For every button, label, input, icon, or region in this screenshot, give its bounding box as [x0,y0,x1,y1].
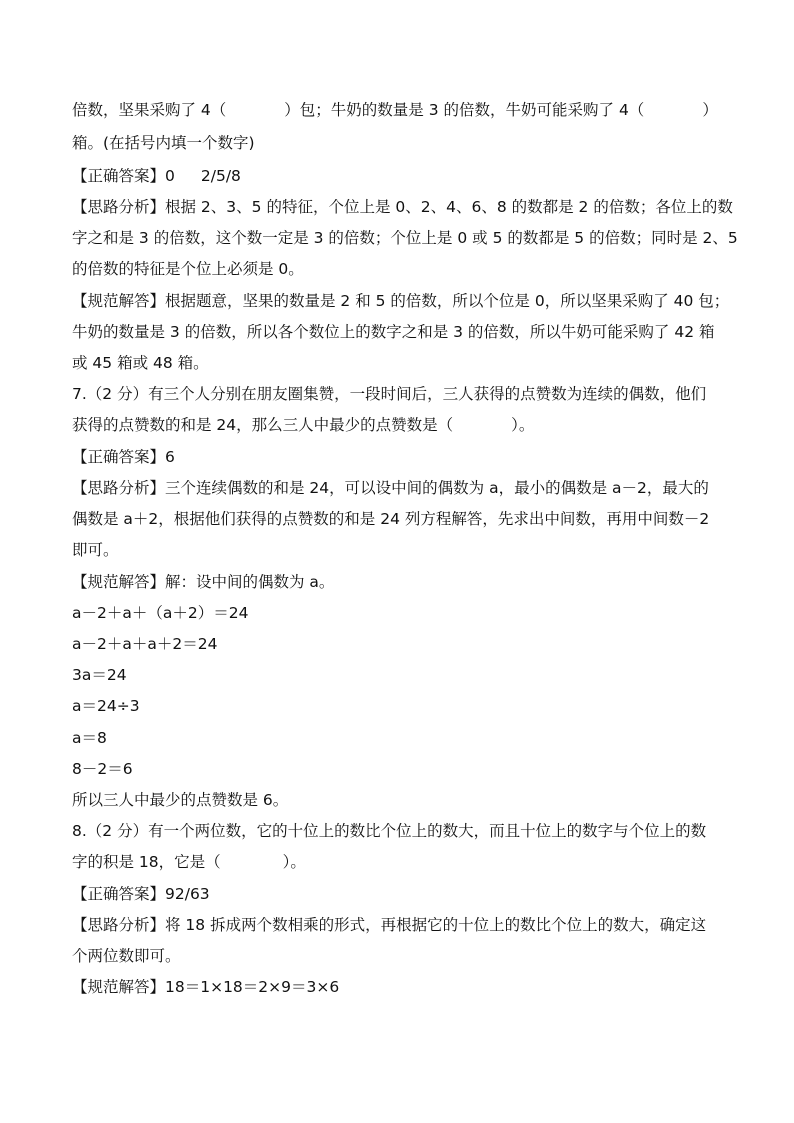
answer-value: 0 [165,167,175,185]
text-segment: ）。 [511,416,535,434]
equation-line: 8－2＝6 [72,760,133,778]
text-line: 箱。(在括号内填一个数字) [72,134,255,152]
question-line [72,415,732,435]
text-line: 【思路分析】根据 2、3、5 的特征，个位上是 0、2、4、6、8 的数都是 2 的倍数；各位上的数 [72,198,733,216]
question-line: 7.（2 分）有三个人分别在朋友圈集赞，一段时间后，三人获得的点赞数为连续的偶数，他们 [72,385,707,403]
answer-line: 【正确答案】92/63 [72,885,210,903]
text-segment: 字的积是 18，它是（ [72,853,221,871]
text-line: 【规范解答】18＝1×18＝2×9＝3×6 [72,978,340,996]
equation-line: a－2＋a＋（a＋2）＝24 [72,604,249,622]
text-line: 或 45 箱或 48 箱。 [72,354,209,372]
text-line: 即可。 [72,541,119,559]
text-line: 【思路分析】将 18 拆成两个数相乘的形式，再根据它的十位上的数比个位上的数大，确定这 [72,916,707,934]
equation-line: a－2＋a＋a＋2＝24 [72,635,218,653]
equation-line: a＝24÷3 [72,697,140,715]
text-line: 牛奶的数量是 3 的倍数，所以各个数位上的数字之和是 3 的倍数，所以牛奶可能采购了 42 箱 [72,323,715,341]
text-segment: ）。 [282,853,306,871]
text-segment: 倍数，坚果采购了 4（ [72,101,227,119]
text-line: 所以三人中最少的点赞数是 6。 [72,791,289,809]
text-line: 的倍数的特征是个位上必须是 0。 [72,260,304,278]
answer-line [72,166,732,186]
text-line [72,100,732,120]
text-segment: ）包；牛奶的数量是 3 的倍数，牛奶可能采购了 4（ [284,101,645,119]
text-line: 偶数是 a＋2，根据他们获得的点赞数的和是 24 列方程解答，先求出中间数，再用中间数－2 [72,510,710,528]
equation-line: a＝8 [72,729,107,747]
text-line: 个两位数即可。 [72,947,181,965]
text-line: 字之和是 3 的倍数，这个数一定是 3 的倍数；个位上是 0 或 5 的数都是 5 的倍数；同时是 2、5 [72,229,738,247]
answer-line: 【正确答案】6 [72,448,175,466]
text-segment: 获得的点赞数的和是 24，那么三人中最少的点赞数是（ [72,416,454,434]
question-line [72,852,732,872]
text-line: 【规范解答】根据题意，坚果的数量是 2 和 5 的倍数，所以个位是 0，所以坚果采购了 40 包； [72,292,730,310]
text-line: 【思路分析】三个连续偶数的和是 24，可以设中间的偶数为 a，最小的偶数是 a－2，最大的 [72,479,709,497]
equation-line: 3a＝24 [72,666,127,684]
text-segment: ） [702,101,718,119]
question-line: 8.（2 分）有一个两位数，它的十位上的数比个位上的数大，而且十位上的数字与个位上的数 [72,822,707,840]
answer-value: 2/5/8 [200,167,241,185]
text-line: 【规范解答】解：设中间的偶数为 a。 [72,573,335,591]
answer-label: 【正确答案】 [72,167,166,185]
